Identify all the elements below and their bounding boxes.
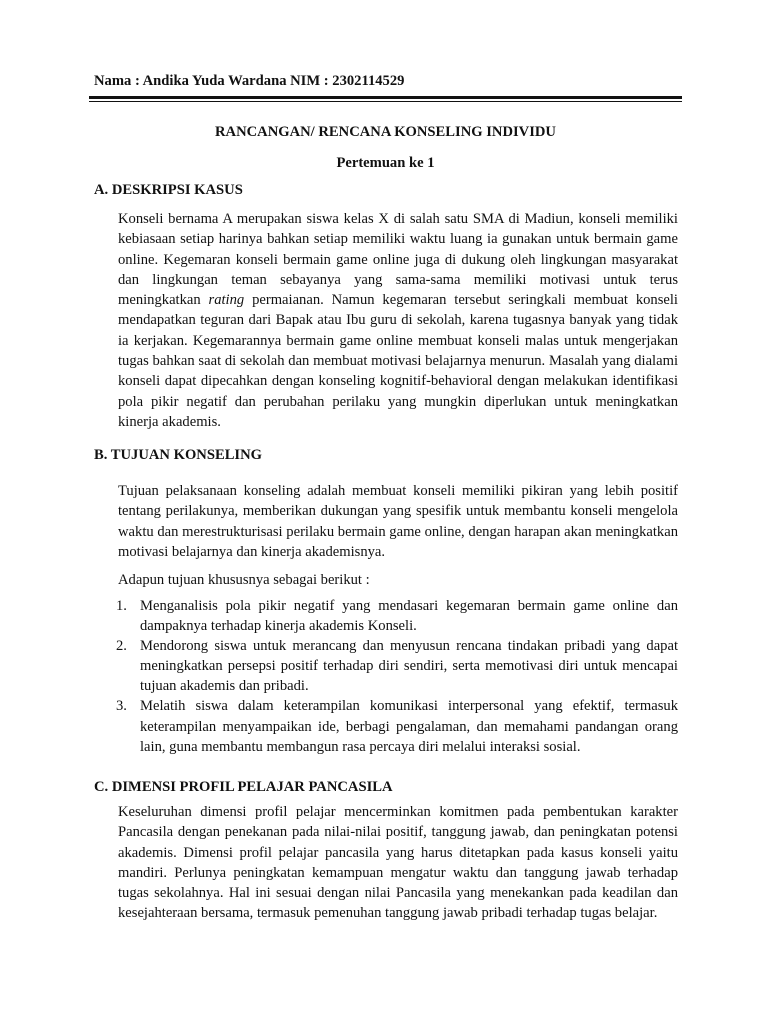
list-item <box>94 636 678 696</box>
header-rule-thin <box>89 101 682 102</box>
objectives-list <box>94 596 678 757</box>
section-b-heading: B. TUJUAN KONSELING <box>94 447 262 463</box>
list-item-text: Mendorong siswa untuk merancang dan menyusun rencana tindakan pribadi yang dapat meningkatkan persepsi positif terhadap diri sendiri, serta memotivasi diri untuk mencapai tujuan akademis dan pribadi. <box>140 638 678 695</box>
section-b-paragraph-2: Adapun tujuan khususnya sebagai berikut : <box>118 572 370 588</box>
section-a-text-1: Konseli bernama A merupakan siswa kelas X di salah satu SMA di Madiun, konseli memiliki kebiasaan setiap harinya bahkan setiap memiliki waktu luang ia gunakan untuk bermain game online. Kegemaran konseli bermain game online juga di dukung oleh lingkungan masyarakat dan lingkungan teman sebayanya yang sama-sama memiliki motivasi untuk terus meningkatkan <box>118 211 678 309</box>
list-item-text: Menganalisis pola pikir negatif yang mendasari kegemaran bermain game online dan dampaknya terhadap kinerja akademis Konseli. <box>140 598 678 635</box>
list-item-text: Melatih siswa dalam keterampilan komunikasi interpersonal yang efektif, termasuk keterampilan menyampaikan ide, berbagi pengalaman, dan memahami pandangan orang lain, guna membantu membangun rasa percaya diri melalui interaksi sosial. <box>140 698 678 755</box>
list-item <box>94 696 678 756</box>
list-item-number: 3. <box>116 698 127 715</box>
section-c-paragraph: Keseluruhan dimensi profil pelajar mencerminkan komitmen pada pembentukan karakter Pancasila dengan penekanan pada nilai-nilai positif, tanggung jawab, dan peningkatan potensi akademis. Dimensi profil pelajar pancasila yang harus ditetapkan pada kasus konseli yaitu mandiri. Perlunya peningkatan kemampuan mengatur waktu dan tanggung jawab terhadap tugas sekolahnya. Hal ini sesuai dengan nilai Pancasila yang menekankan pada keadilan dan kesejahteraan bersama, termasuk pemenuhan tanggung jawab pribadi terhadap tugas belajar. <box>118 804 678 922</box>
document-title: RANCANGAN/ RENCANA KONSELING INDIVIDU <box>215 124 556 140</box>
list-item-number: 2. <box>116 638 127 655</box>
student-name-nim: Nama : Andika Yuda Wardana NIM : 2302114529 <box>94 73 405 89</box>
list-item <box>94 596 678 636</box>
section-a-paragraph <box>118 209 678 432</box>
section-a-heading: A. DESKRIPSI KASUS <box>94 182 243 198</box>
header-rule-thick <box>89 96 682 99</box>
section-c-heading: C. DIMENSI PROFIL PELAJAR PANCASILA <box>94 779 393 795</box>
document-subtitle: Pertemuan ke 1 <box>336 155 435 171</box>
section-a-text-2: permaianan. Namun kegemaran tersebut seringkali membuat konseli mendapatkan teguran dari Bapak atau Ibu guru di sekolah, karena tugasnya banyak yang tidak ia kerjakan. Kegemarannya bermain game online membuat konseli malas untuk mengerjakan tugas bahkan saat di sekolah dan membuat motivasi belajarnya menurun. Masalah yang dialami konseli dapat dipecahkan dengan konseling kognitif-behavioral dengan melakukan identifikasi pola pikir negatif dan perubahan perilaku yang mungkin diperlukan untuk meningkatkan kinerja akademis. <box>118 292 678 430</box>
list-item-number: 1. <box>116 598 127 614</box>
section-a-italic-term: rating <box>208 292 245 309</box>
section-b-paragraph-1: Tujuan pelaksanaan konseling adalah membuat konseli memiliki pikiran yang lebih positif tentang perilakunya, memberikan dukungan yang spesifik untuk membantu konseli mengelola waktu dan merestrukturisasi perilaku bermain game online, dengan harapan akan meningkatkan motivasi belajarnya dan kinerja akademisnya. <box>118 483 678 560</box>
